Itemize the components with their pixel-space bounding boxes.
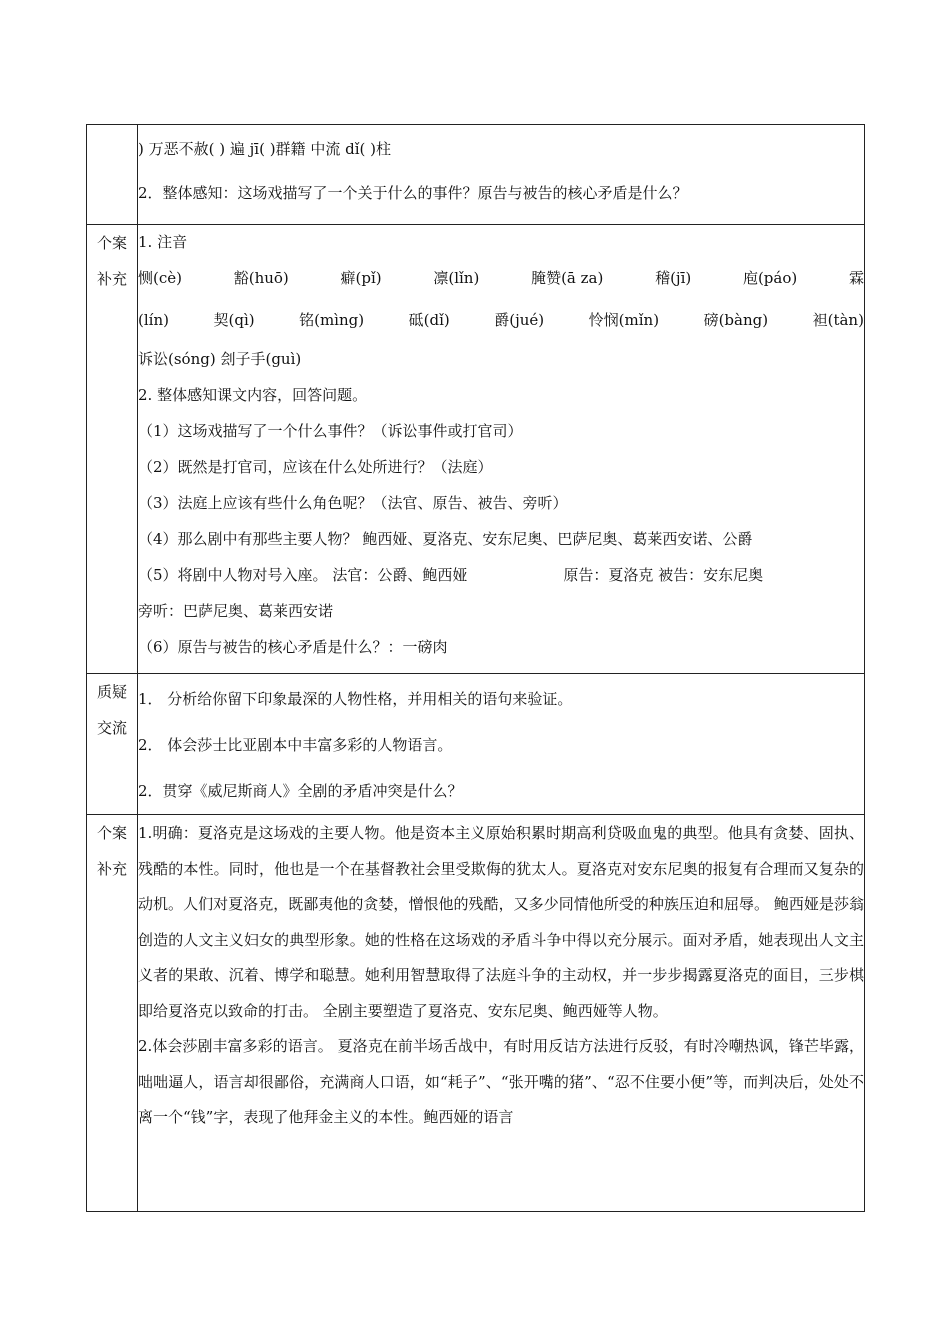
pinyin-item: 腌赞(ā za) [531, 269, 604, 287]
question-line: （6）原告与被告的核心矛盾是什么？：一磅肉 [138, 638, 448, 656]
label-line: 个案 [96, 234, 127, 252]
answer-paragraph: 1.明确：夏洛克是这场戏的主要人物。他是资本主义原始积累时期高利贷吸血鬼的典型。他具有贪婪、固执、残酷的本性。同时，他也是一个在基督教社会里受欺侮的犹太人。夏洛克对安东尼奥的报复有合理而又复杂的动机。人们对夏洛克，既鄙夷他的贪婪，憎恨他的残酷，又多少同情他所受的种族压迫和屈辱。 鲍西娅是莎翁创造的人文主义妇女的典型形象。她的性格在这场戏的矛盾斗争中得以充分展示。面对矛盾，她表现出人文主义者的果敢、沉着、博学和聪慧。她利用智慧取得了法庭斗争的主动权，并一步步揭露夏洛克的面目，三步棋即给夏洛克以致命的打击。 全剧主要塑造了夏洛克、安东尼奥、鲍西娅等人物。 [138, 824, 864, 1020]
pinyin-item: 磅(bàng) [703, 311, 769, 329]
pinyin-fill-line: ) 万恶不赦( ) 遍 jī( )群籍 中流 dǐ( )柱 [138, 140, 391, 158]
row-label-empty [87, 125, 138, 225]
preview-cell [138, 125, 865, 225]
pinyin-item: 豁(huō) [233, 269, 289, 287]
table-row [87, 815, 865, 1212]
pinyin-item: 霖 [848, 269, 864, 287]
label-line: 个案 [96, 824, 127, 842]
question-line: 旁听：巴萨尼奥、葛莱西安诺 [138, 602, 334, 620]
pinyin-row [138, 257, 864, 299]
pinyin-item: 契(qì) [213, 311, 255, 329]
label-line: 补充 [96, 270, 127, 288]
label-line: 质疑 [96, 683, 127, 701]
question-line: （3）法庭上应该有些什么角色呢？（法官、原告、被告、旁听） [138, 494, 568, 512]
lesson-table [86, 124, 865, 1212]
task-heading: 2. 整体感知课文内容，回答问题。 [138, 386, 368, 404]
pinyin-item: 砥(dǐ) [408, 311, 450, 329]
pinyin-item: 怜悯(mǐn) [588, 311, 660, 329]
row-label-supplement [87, 225, 138, 674]
pinyin-item: (lín) [138, 311, 169, 329]
discussion-item: 2． 体会莎士比亚剧本中丰富多彩的人物语言。 [138, 736, 453, 754]
label-line: 交流 [96, 719, 127, 737]
discussion-item: 1． 分析给你留下印象最深的人物性格，并用相关的语句来验证。 [138, 690, 573, 708]
pinyin-item: 袒(tàn) [812, 311, 864, 329]
supplement-cell [138, 225, 865, 674]
role-parties: 原告：夏洛克 被告：安东尼奥 [563, 566, 764, 584]
pinyin-item: 爵(jué) [494, 311, 545, 329]
table-row [87, 674, 865, 815]
row-label-discussion [87, 674, 138, 815]
label-line: 补充 [96, 860, 127, 878]
pinyin-item: 癖(pǐ) [340, 269, 382, 287]
question-line: （1）这场戏描写了一个什么事件？（诉讼事件或打官司） [138, 422, 523, 440]
pinyin-item: 凛(lǐn) [433, 269, 480, 287]
overview-question: 2．整体感知：这场戏描写了一个关于什么的事件？原告与被告的核心矛盾是什么？ [138, 184, 688, 202]
pinyin-item: 稽(jī) [655, 269, 692, 287]
question-line: （4）那么剧中有那些主要人物？ 鲍西娅、夏洛克、安东尼奥、巴萨尼奥、葛莱西安诺、公爵 [138, 530, 753, 548]
table-row [87, 225, 865, 674]
pinyin-row [138, 299, 864, 341]
question-line: （2）既然是打官司，应该在什么处所进行？（法庭） [138, 458, 493, 476]
row-label-supplement [87, 815, 138, 1212]
pinyin-item: 庖(páo) [742, 269, 798, 287]
discussion-cell [138, 674, 865, 815]
answer-paragraph: 2.体会莎剧丰富多彩的语言。 夏洛克在前半场舌战中，有时用反诘方法进行反驳，有时冷嘲热讽，锋芒毕露，咄咄逼人，语言却很鄙俗，充满商人口语，如“耗子”、“张开嘴的猪”、“忍不住要小便”等，而判决后，处处不离一个“钱”字，表现了他拜金主义的本性。鲍西娅的语言 [138, 1037, 864, 1126]
pinyin-item: 铭(mìng) [299, 311, 365, 329]
question-line [138, 557, 864, 593]
table-row [87, 125, 865, 225]
pinyin-item: 恻(cè) [138, 269, 182, 287]
pinyin-row: 诉讼(sóng) 刽子手(guì) [138, 350, 302, 368]
discussion-item: 2．贯穿《威尼斯商人》全剧的矛盾冲突是什么？ [138, 782, 463, 800]
role-judge: （5）将剧中人物对号入座。 法官：公爵、鲍西娅 [138, 566, 468, 584]
answer-cell [138, 815, 865, 1212]
section-heading: 1. 注音 [138, 233, 188, 251]
